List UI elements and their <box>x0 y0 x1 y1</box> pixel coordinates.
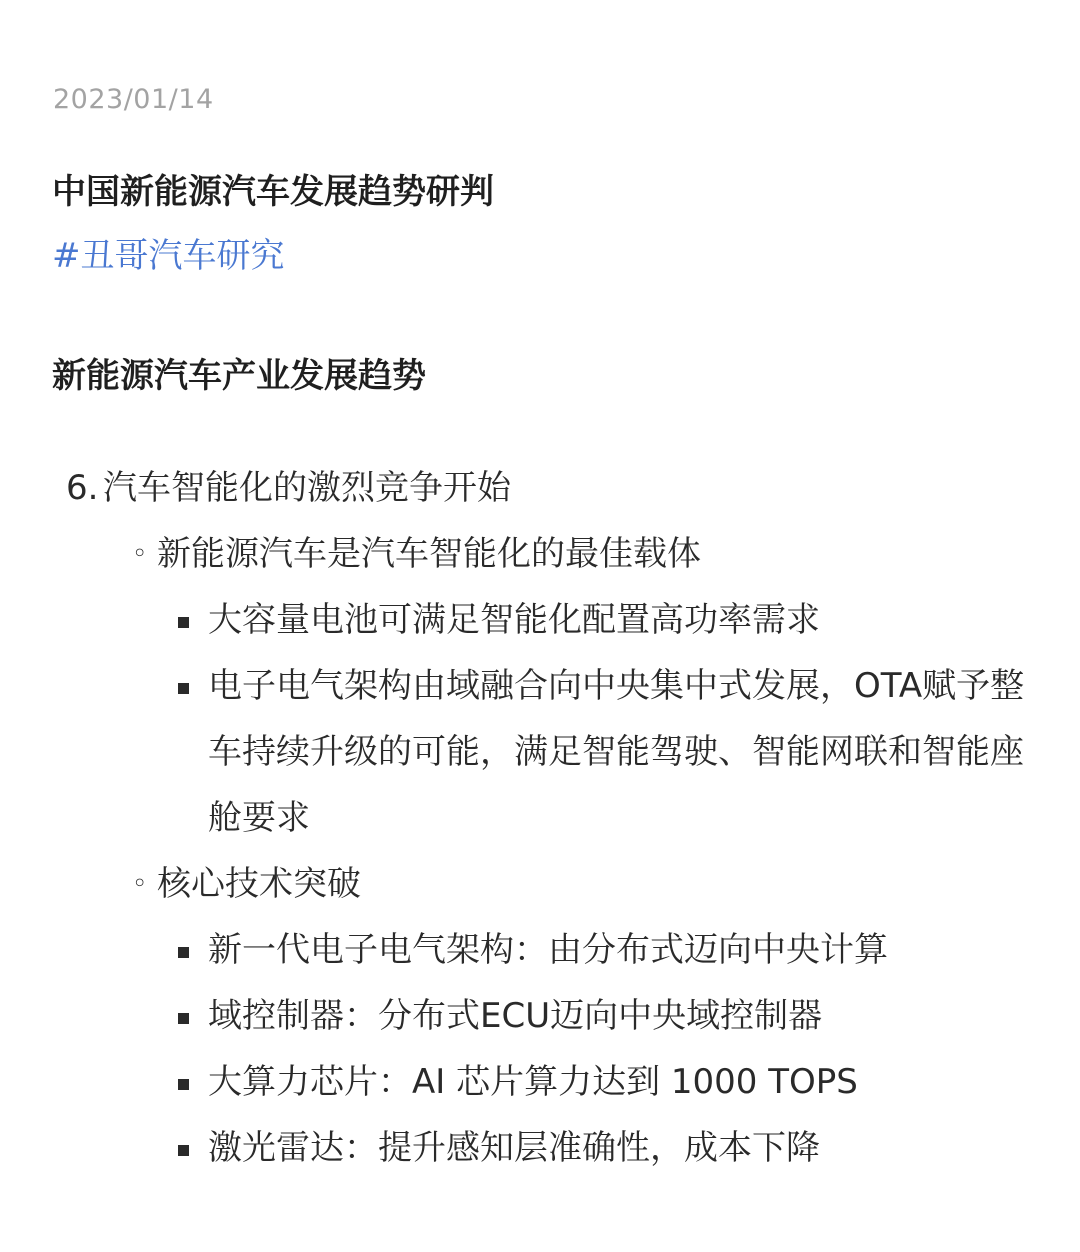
square-bullet-icon <box>178 947 189 958</box>
square-bullet-icon <box>178 1013 189 1024</box>
bullet-point-text: 新一代电子电气架构：由分布式迈向中央计算 <box>208 930 888 970</box>
post-title: 中国新能源汽车发展趋势研判 <box>52 172 494 212</box>
bullet-point-text: 大容量电池可满足智能化配置高功率需求 <box>208 600 820 640</box>
hollow-bullet-icon: ◦ <box>132 869 148 899</box>
bullet-point <box>0 660 1080 858</box>
hashtag-link[interactable]: #丑哥汽车研究 <box>52 236 285 276</box>
bullet-point-text: 电子电气架构由域融合向中央集中式发展，OTA赋予整车持续升级的可能，满足智能驾驶、智能网联和智能座舱要求 <box>208 666 1025 838</box>
sub-list-item-text: 核心技术突破 <box>157 864 361 904</box>
list-number: 6. <box>66 468 99 508</box>
square-bullet-icon <box>178 617 189 628</box>
bullet-point <box>0 990 1080 1056</box>
hollow-bullet-icon: ◦ <box>132 539 148 569</box>
bullet-point-text: 激光雷达：提升感知层准确性，成本下降 <box>208 1128 820 1168</box>
bullet-point <box>0 924 1080 990</box>
section-heading: 新能源汽车产业发展趋势 <box>52 356 426 396</box>
sub-list-item-text: 新能源汽车是汽车智能化的最佳载体 <box>157 534 701 574</box>
post-date: 2023/01/14 <box>53 84 214 115</box>
square-bullet-icon <box>178 683 189 694</box>
bullet-point <box>0 1056 1080 1122</box>
sub-list-item <box>0 528 1080 594</box>
bullet-point <box>0 1122 1080 1188</box>
bullet-point-text: 域控制器：分布式ECU迈向中央域控制器 <box>208 996 823 1036</box>
bullet-point-text: 大算力芯片：AI 芯片算力达到 1000 TOPS <box>208 1062 858 1102</box>
sub-list-item <box>0 858 1080 924</box>
bullet-point <box>0 594 1080 660</box>
outline-list <box>0 462 1080 1188</box>
square-bullet-icon <box>178 1079 189 1090</box>
square-bullet-icon <box>178 1145 189 1156</box>
list-item <box>0 462 1080 528</box>
list-item-text: 汽车智能化的激烈竞争开始 <box>103 468 511 508</box>
